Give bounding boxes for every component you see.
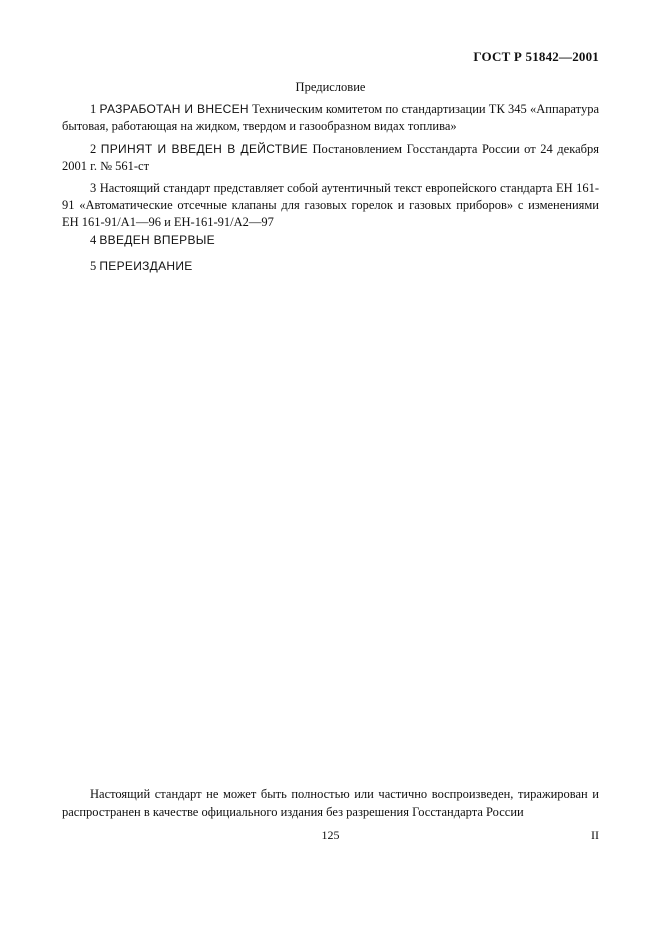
- item-caps-heading: РАЗРАБОТАН И ВНЕСЕН: [99, 102, 249, 116]
- standard-code: ГОСТ Р 51842—2001: [473, 49, 599, 64]
- item-text: Постановлением Госстандарта России от 24 декабря 2001 г. № 561-ст: [62, 142, 600, 173]
- copyright-notice: Настоящий стандарт не может быть полностью или частично воспроизведен, тиражирован и распространен в качестве официального издания без разрешения Госстандарта России: [62, 787, 599, 819]
- item-caps-heading: ПРИНЯТ И ВВЕДЕН В ДЕЙСТВИЕ: [100, 142, 308, 156]
- preface-title: Предисловие: [295, 80, 366, 94]
- item-caps-heading: ВВЕДЕН ВПЕРВЫЕ: [99, 233, 215, 247]
- preface-item-3: [62, 180, 599, 231]
- page-number: 125: [321, 828, 340, 842]
- item-number: 5: [90, 259, 97, 273]
- item-text: Техническим комитетом по стандартизации ТК 345 «Аппаратура бытовая, работающая на жидком, твердом и газообразном видах топлива»: [62, 102, 599, 133]
- preface-item-1: [62, 101, 599, 135]
- item-text: Настоящий стандарт представляет собой аутентичный текст европейского стандарта ЕН 161-91 «Автоматические отсечные клапаны для газовых горелок и газовых приборов» с изменениями ЕН 161-91/А1—96 и ЕН-161-91/А2—97: [62, 181, 599, 229]
- item-caps-heading: ПЕРЕИЗДАНИЕ: [99, 259, 193, 273]
- item-number: 3: [90, 181, 97, 195]
- preface-item-5: [62, 258, 599, 275]
- item-number: 1: [90, 102, 97, 116]
- item-number: 2: [90, 142, 97, 156]
- preface-item-4: [62, 232, 599, 249]
- preface-item-2: [62, 141, 599, 175]
- page-roman-numeral: II: [591, 828, 599, 842]
- item-number: 4: [90, 233, 97, 247]
